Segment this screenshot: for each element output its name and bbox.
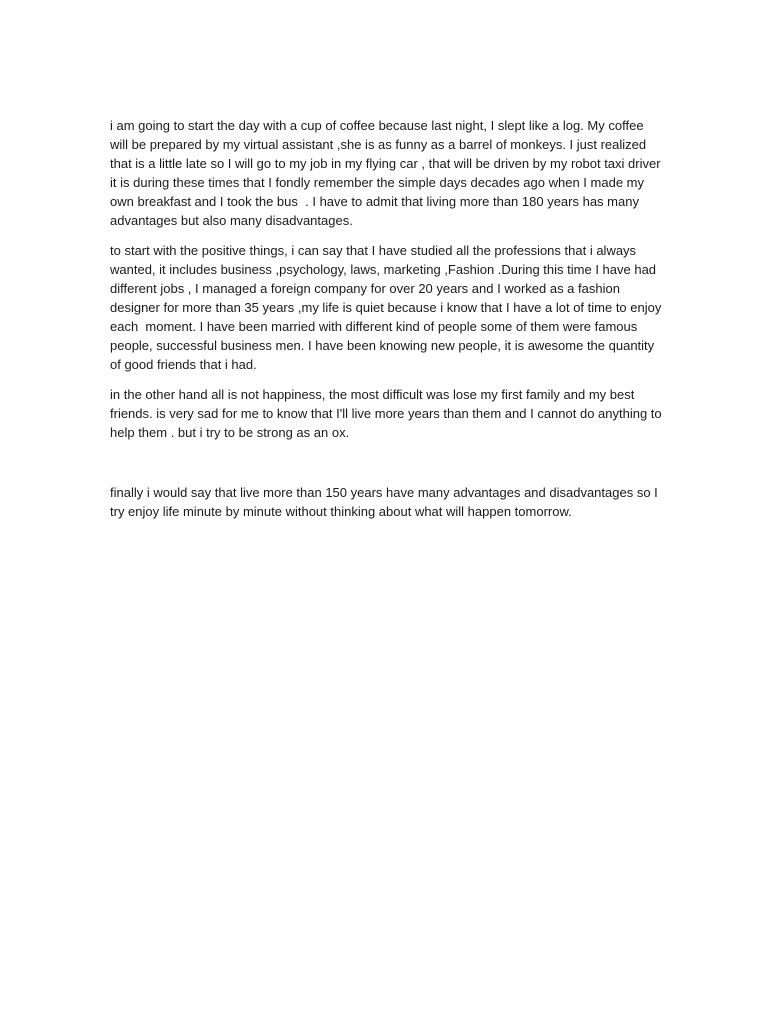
paragraph-positive: to start with the positive things, i can say that I have studied all the professions that i always wanted, it includes business ,psychology, laws, marketing ,Fashion .During this time I have had different jobs , I managed a foreign company for over 20 years and I worked as a fashion designer for more than 35 years ,my life is quiet because i know that I have a lot of time to enjoy each moment. I have been married with different kind of people some of them were famous people, successful business men. I have been knowing new people, it is awesome the quantity of good friends that i had.: [110, 243, 669, 372]
paragraph-conclusion: finally i would say that live more than 150 years have many advantages and disadvantages so I try enjoy life minute by minute without thinking about what will happen tomorrow.: [110, 485, 662, 519]
document-body: [110, 116, 669, 532]
paragraph-negative: in the other hand all is not happiness, the most difficult was lose my first family and my best friends. is very sad for me to know that I'll live more years than them and I cannot do anything to help them . but i try to be strong as an ox.: [110, 387, 666, 440]
paragraph-intro: i am going to start the day with a cup of coffee because last night, I slept like a log. My coffee will be prepared by my virtual assistant ,she is as funny as a barrel of monkeys. I just realized that is a little late so I will go to my job in my flying car , that will be driven by my robot taxi driver it is during these times that I fondly remember the simple days decades ago when I made my own breakfast and I took the bus . I have to admit that living more than 180 years has many advantages but also many disadvantages.: [110, 118, 665, 228]
empty-line: [110, 453, 662, 472]
